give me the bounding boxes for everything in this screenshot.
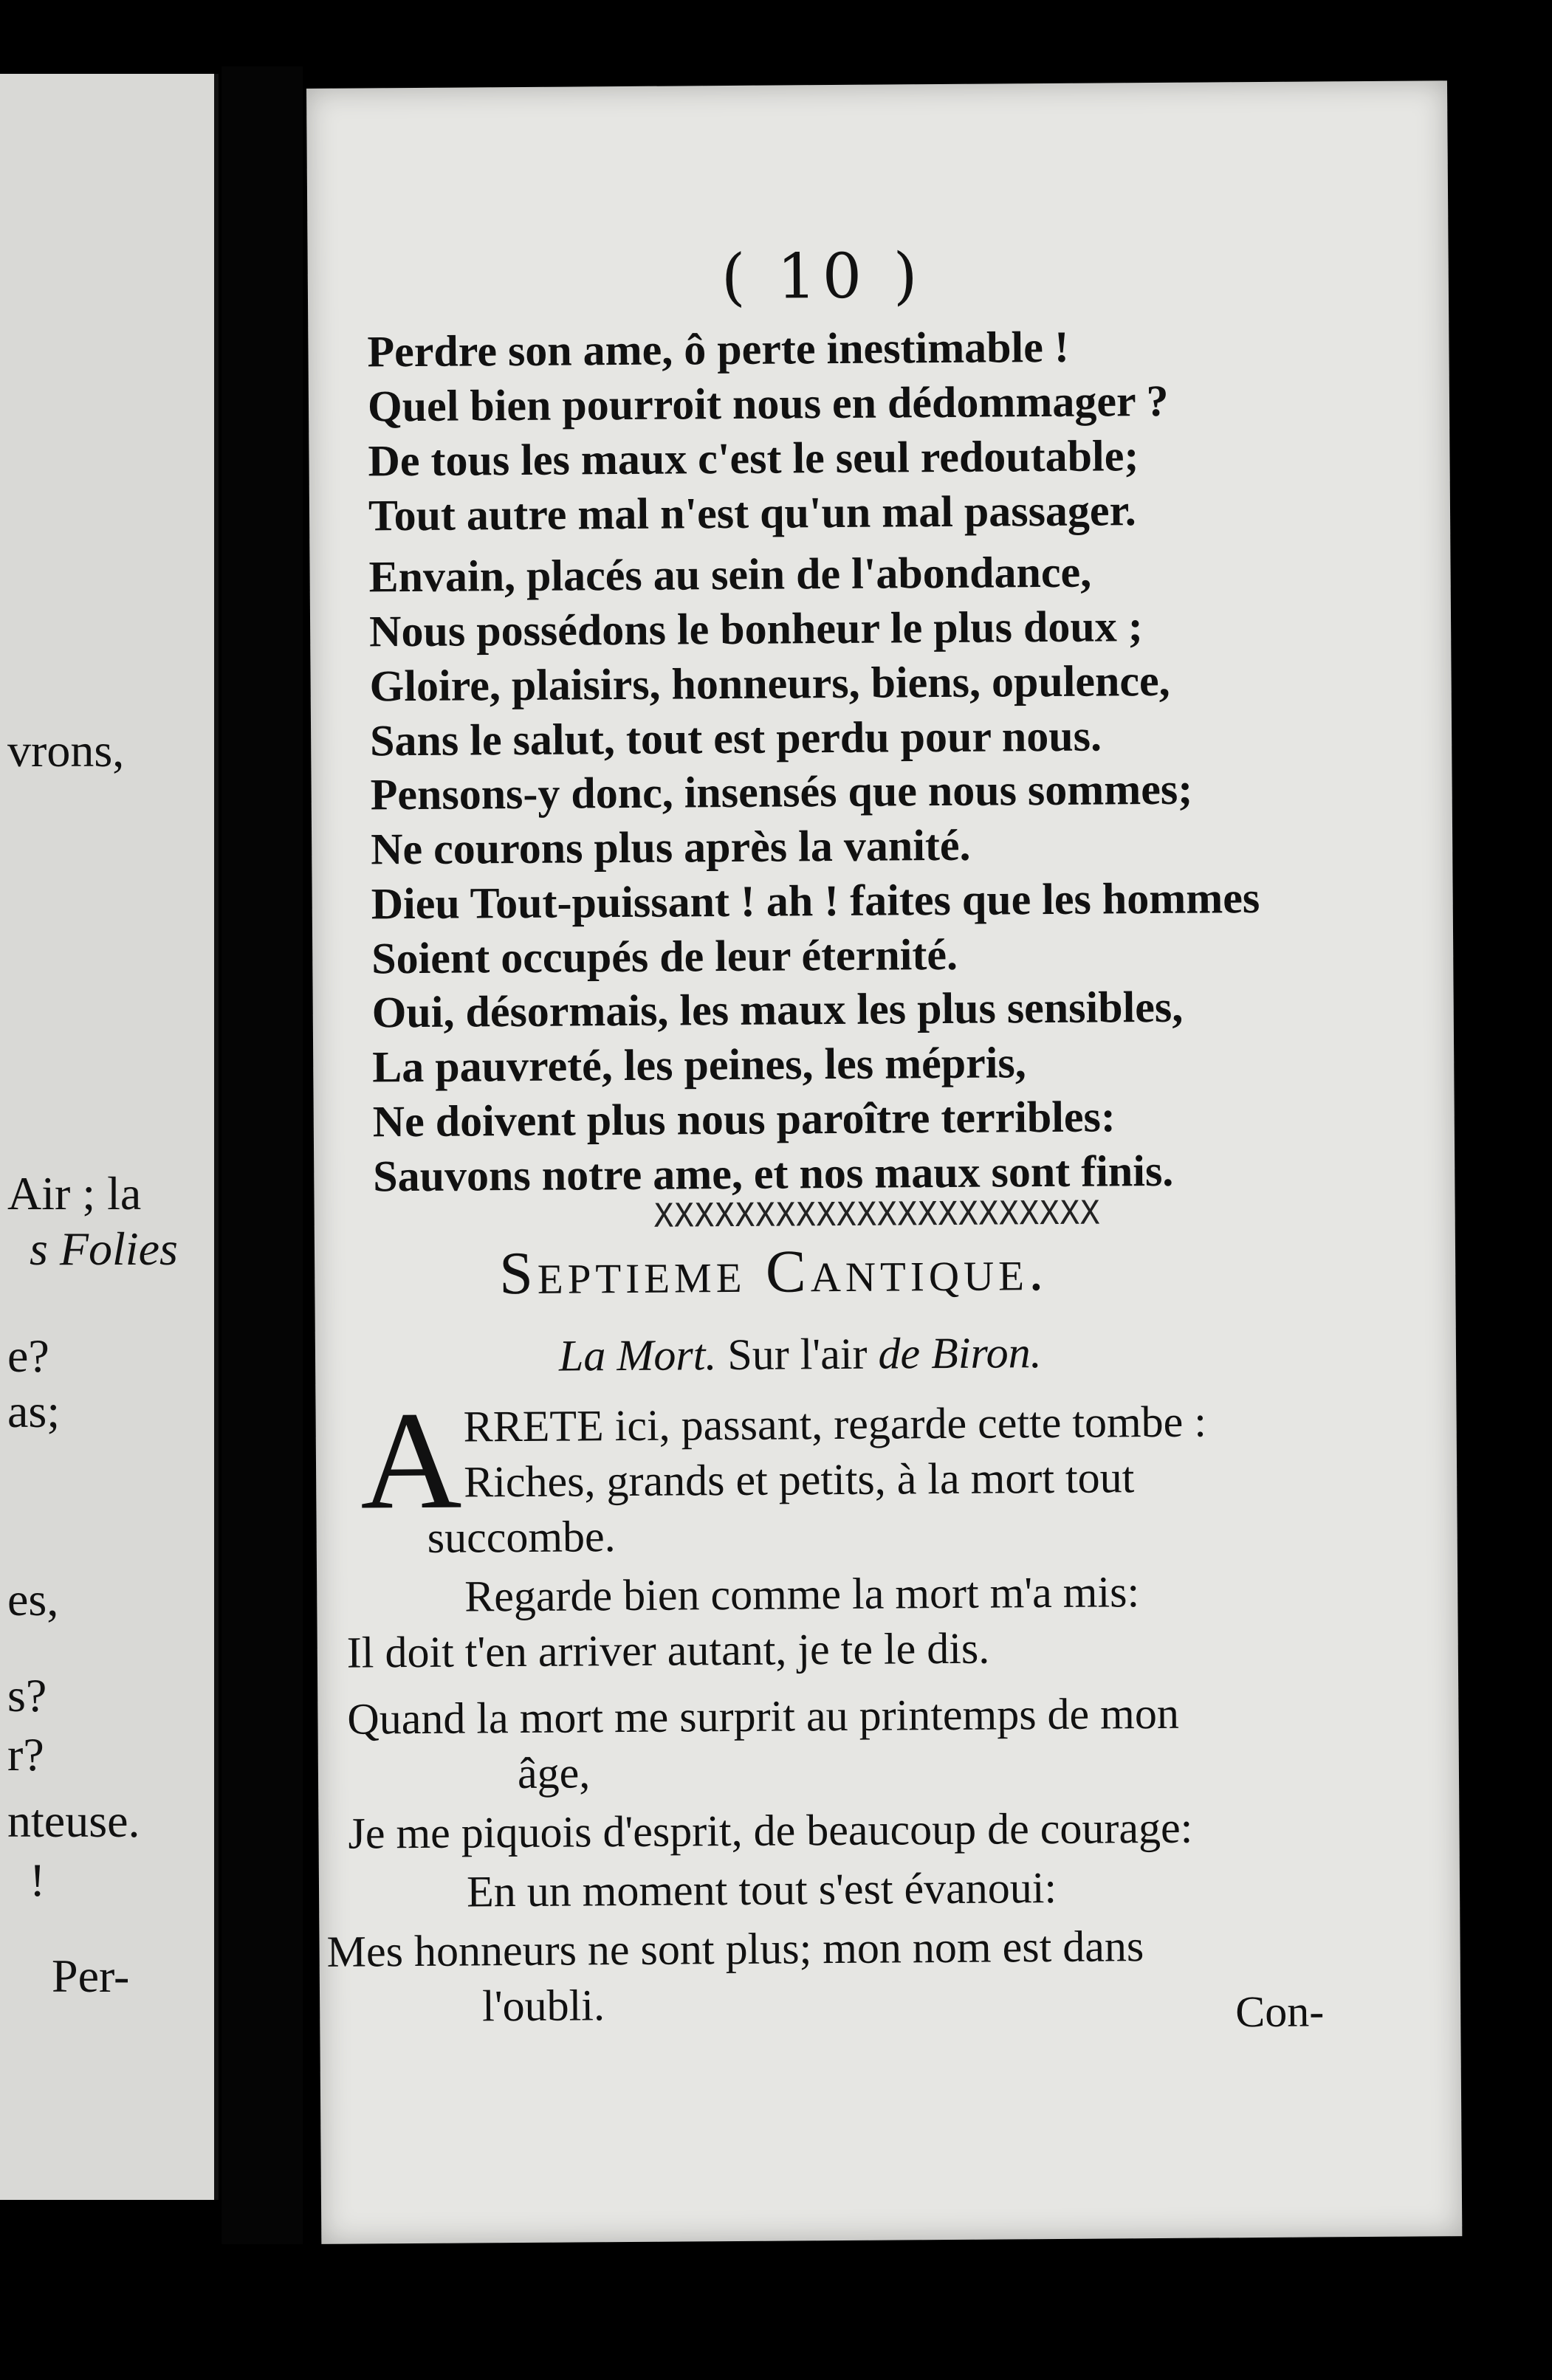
verse-line: succombe.	[427, 1512, 616, 1562]
verse-line: Quand la mort me surprit au printemps de mon	[347, 1688, 1180, 1744]
left-fragment: vrons,	[7, 724, 125, 777]
subheading-title: La Mort.	[558, 1330, 717, 1380]
verse-line: Perdre son ame, ô perte inestimable !	[367, 322, 1070, 376]
stanza-2	[368, 544, 1170, 768]
stanza-3	[370, 761, 1260, 986]
verse-line: Nous possédons le bonheur le plus doux ;	[368, 602, 1143, 656]
stanza-4	[371, 980, 1184, 1204]
verse-line: Pensons-y donc, insensés que nous sommes;	[370, 764, 1193, 819]
verse-line: Tout autre mal n'est qu'un mal passager.	[368, 486, 1136, 540]
subheading-air-prefix: Sur l'air	[727, 1329, 868, 1380]
section-heading: Septieme Cantique.	[498, 1236, 1048, 1307]
verse-line: De tous les maux c'est le seul redoutable;	[368, 431, 1139, 486]
stanza-1	[367, 319, 1170, 543]
verse-line: La pauvreté, les peines, les mépris,	[372, 1038, 1026, 1092]
verse-line: Mes honneurs ne sont plus; mon nom est dans	[326, 1922, 1144, 1976]
verse-line: Ne doivent plus nous paroître terribles:	[372, 1092, 1116, 1146]
verse-line: Sauvons notre ame, et nos maux sont finis.	[373, 1146, 1174, 1201]
drop-cap: A	[360, 1383, 462, 1539]
verse-line: Ne courons plus après la vanité.	[370, 820, 971, 874]
verse-line: RRETE ici, passant, regarde cette tombe :	[463, 1397, 1207, 1451]
left-fragment: Per-	[52, 1950, 130, 2002]
section-subheading	[559, 1327, 1042, 1382]
verse-line: Sans le salut, tout est perdu pour nous.	[369, 711, 1102, 766]
left-fragment: as;	[7, 1385, 61, 1437]
book-gutter	[222, 66, 303, 2244]
verse-line: Je me piquois d'esprit, de beaucoup de courage:	[348, 1803, 1193, 1858]
left-fragment: e?	[7, 1330, 49, 1382]
verse-line: Il doit t'en arriver autant, je te le dis.	[346, 1623, 990, 1677]
left-fragment: nteuse.	[7, 1795, 140, 1847]
verse-line: Oui, désormais, les maux les plus sensibles,	[371, 982, 1184, 1037]
left-fragment: !	[30, 1854, 46, 1906]
subheading-air-name: de Biron.	[878, 1328, 1042, 1378]
book-page	[306, 80, 1462, 2244]
verse-line: Soient occupés de leur éternité.	[371, 929, 958, 983]
left-fragment: s?	[7, 1669, 47, 1722]
verse-line: En un moment tout s'est évanoui:	[466, 1863, 1057, 1916]
left-fragment: s Folies	[30, 1222, 178, 1275]
verse-line: Quel bien pourroit nous en dédommager ?	[367, 376, 1169, 431]
verse-line: âge,	[517, 1748, 591, 1798]
verse-line: Dieu Tout-puissant ! ah ! faites que les hommes	[371, 873, 1260, 929]
verse-line: Regarde bien comme la mort m'a mis:	[464, 1567, 1140, 1621]
verse-line: Riches, grands et petits, à la mort tout	[463, 1453, 1135, 1507]
left-page	[0, 74, 219, 2200]
page-number: ( 10 )	[721, 239, 924, 314]
verse-line: Gloire, plaisirs, honneurs, biens, opulence,	[369, 656, 1170, 711]
left-fragment: r?	[7, 1728, 44, 1781]
verse-line: l'oubli.	[481, 1981, 605, 2031]
verse-line: Envain, placés au sein de l'abondance,	[368, 547, 1092, 602]
left-fragment: es,	[7, 1573, 59, 1626]
left-fragment: Air ; la	[7, 1167, 142, 1220]
ornamental-divider: XXXXXXXXXXXXXXXXXXXXXX	[653, 1194, 1101, 1235]
catchword: Con-	[1235, 1987, 1325, 2037]
